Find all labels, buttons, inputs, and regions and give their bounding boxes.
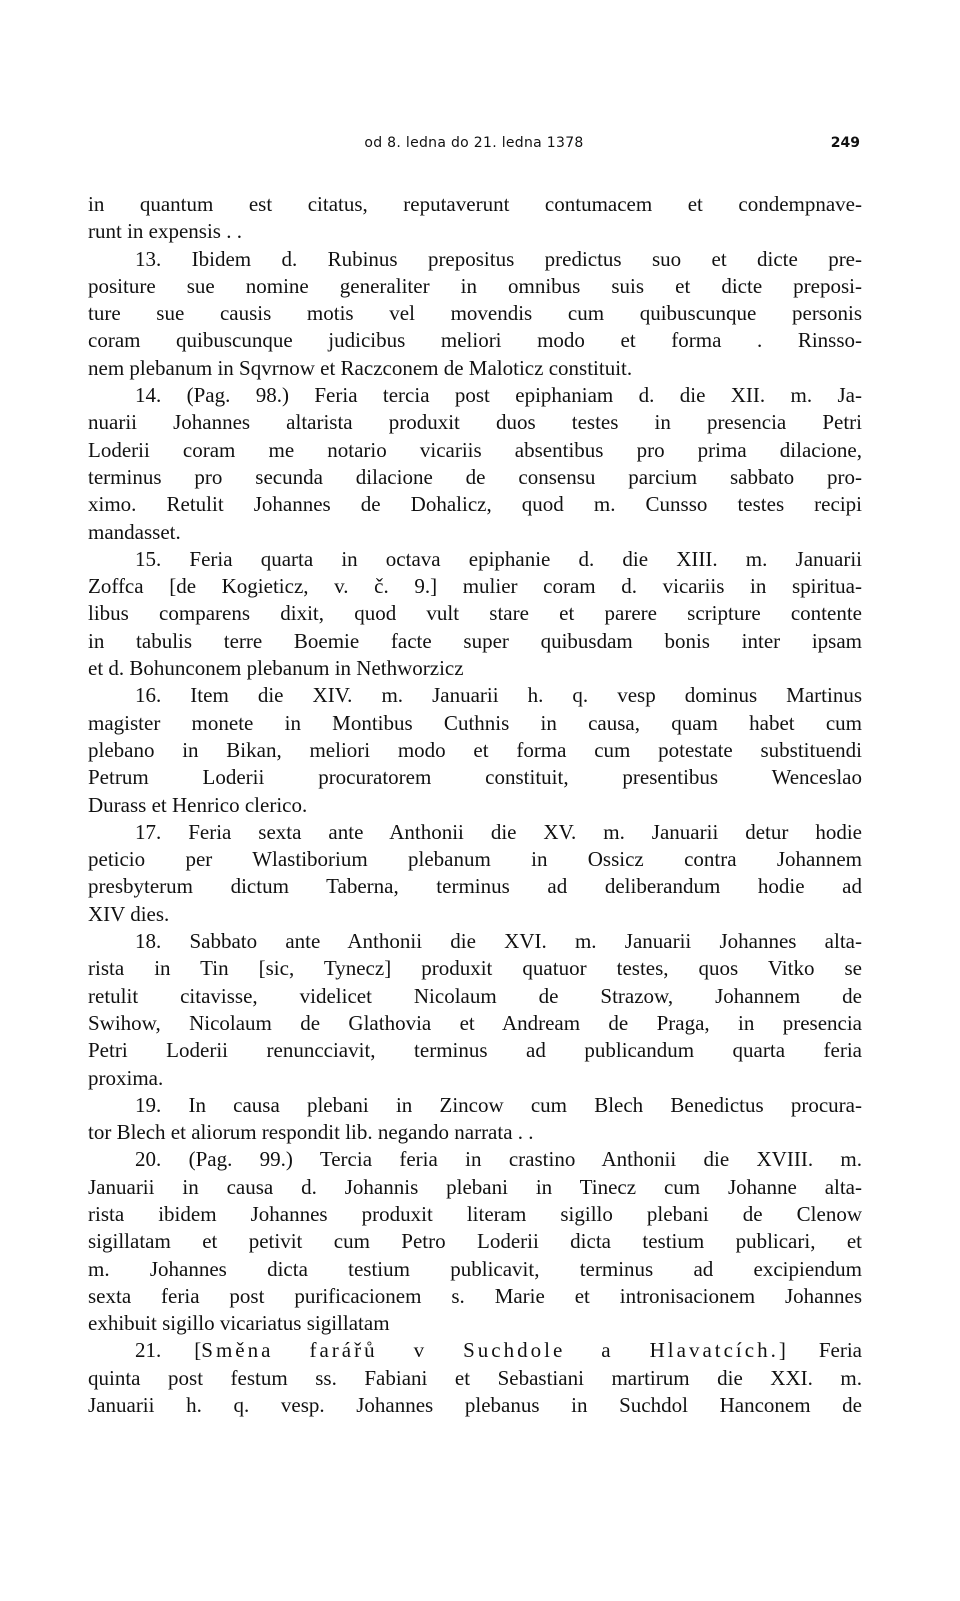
text-line: ximo. Retulit Johannes de Dohalicz, quod m. Cunsso testes recipi [88,492,862,517]
lines-holder [88,191,862,1337]
text-line: runt in expensis . . [88,219,242,244]
text-line: Januarii h. q. vesp. Johannes plebanus in Suchdol Hanconem de [88,1393,862,1418]
text-line: peticio per Wlastiborium plebanum in Ossicz contra Johannem [88,847,862,872]
text-line: nuarii Johannes altarista produxit duos testes in presencia Petri [88,410,862,435]
text-line: sexta feria post purificacionem s. Marie et intronisacionem Johannes [88,1283,862,1308]
text-line: 17. Feria sexta ante Anthonii die XV. m. Januarii detur hodie [135,819,862,844]
text-line: in quantum est citatus, reputaverunt contumacem et condempnave- [88,192,862,216]
text-line: rista ibidem Johannes produxit literam sigillo plebani de Clenow [88,1201,862,1226]
text-line: 20. (Pag. 99.) Tercia feria in crastino Anthonii die XVIII. m. [135,1147,862,1172]
text-line: Zoffca [de Kogieticz, v. č. 9.] mulier coram d. vicariis in spiritua- [88,574,862,599]
text-line: Durass et Henrico clerico. [88,792,308,817]
text-line: Januarii in causa d. Johannis plebani in Tinecz cum Johanne alta- [88,1174,862,1199]
page-number: 249 [830,135,860,151]
body-text [88,191,862,1419]
close-bracket: ] [778,1338,786,1363]
text-line: quinta post festum ss. Fabiani et Sebastiani martirum die XXI. m. [88,1365,862,1390]
text-line: presbyterum dictum Taberna, terminus ad deliberandum hodie ad [88,874,862,899]
text-line: mandasset. [88,519,181,544]
text-line [88,1337,862,1364]
text-line: tor Blech et aliorum respondit lib. negando narrata . . [88,1120,534,1145]
text-line: magister monete in Montibus Cuthnis in causa, quam habet cum [88,710,862,735]
text-line: plebano in Bikan, meliori modo et forma cum potestate substituendi [88,737,862,762]
text-line: terminus pro secunda dilacione de consensu parcium sabbato pro- [88,464,862,489]
text-line: 15. Feria quarta in octava epiphanie d. die XIII. m. Januarii [135,546,862,571]
text-line: 14. (Pag. 98.) Feria tercia post epiphaniam d. die XII. m. Ja- [135,383,862,408]
heading-continuation: Feria [785,1338,862,1363]
text-line: Swihow, Nicolaum de Glathovia et Andream de Praga, in presencia [88,1010,862,1035]
section-heading: Směna farářů v Suchdole a Hlavatcích. [201,1338,779,1363]
text-line: sigillatam et petivit cum Petro Loderii dicta testium publicari, et [88,1229,862,1254]
text-line: retulit citavisse, videlicet Nicolaum de Strazow, Johannem de [88,983,862,1008]
text-line: 18. Sabbato ante Anthonii die XVI. m. Januarii Johannes alta- [135,929,862,954]
text-line: 13. Ibidem d. Rubinus prepositus predictus suo et dicte pre- [135,246,862,271]
text-line: et d. Bohunconem plebanum in Nethworzicz [88,656,464,681]
text-line: 16. Item die XIV. m. Januarii h. q. vesp dominus Martinus [135,683,862,708]
paragraph-number: 21. [135,1338,162,1363]
text-line: Petri Loderii renuncciavit, terminus ad publicandum quarta feria [88,1038,862,1063]
text-line: nem plebanum in Sqvrnow et Raczconem de Maloticz constituit. [88,355,633,380]
text-line: in tabulis terre Boemie facte super quibusdam bonis inter ipsam [88,628,862,653]
running-title: od 8. ledna do 21. ledna 1378 [364,135,584,151]
text-line: rista in Tin [sic, Tynecz] produxit quatuor testes, quos Vitko se [88,956,862,981]
text-line: proxima. [88,1065,164,1090]
text-line: m. Johannes dicta testium publicavit, terminus ad excipiendum [88,1256,862,1281]
text-line: XIV dies. [88,901,170,926]
text-line: Loderii coram me notario vicariis absentibus pro prima dilacione, [88,437,862,462]
text-line: exhibuit sigillo vicariatus sigillatam [88,1311,390,1336]
text-line: positure sue nomine generaliter in omnibus suis et dicte preposi- [88,273,862,298]
text-line: libus comparens dixit, quod vult stare et parere scripture contente [88,601,862,626]
text-line: 19. In causa plebani in Zincow cum Blech Benedictus procura- [135,1092,862,1117]
text-line: ture sue causis motis vel movendis cum quibuscunque personis [88,301,862,326]
open-bracket: [ [194,1338,202,1363]
page-header [88,135,860,159]
text-line: coram quibuscunque judicibus meliori modo et forma . Rinsso- [88,328,862,353]
text-line: Petrum Loderii procuratorem constituit, presentibus Wenceslao [88,765,862,790]
